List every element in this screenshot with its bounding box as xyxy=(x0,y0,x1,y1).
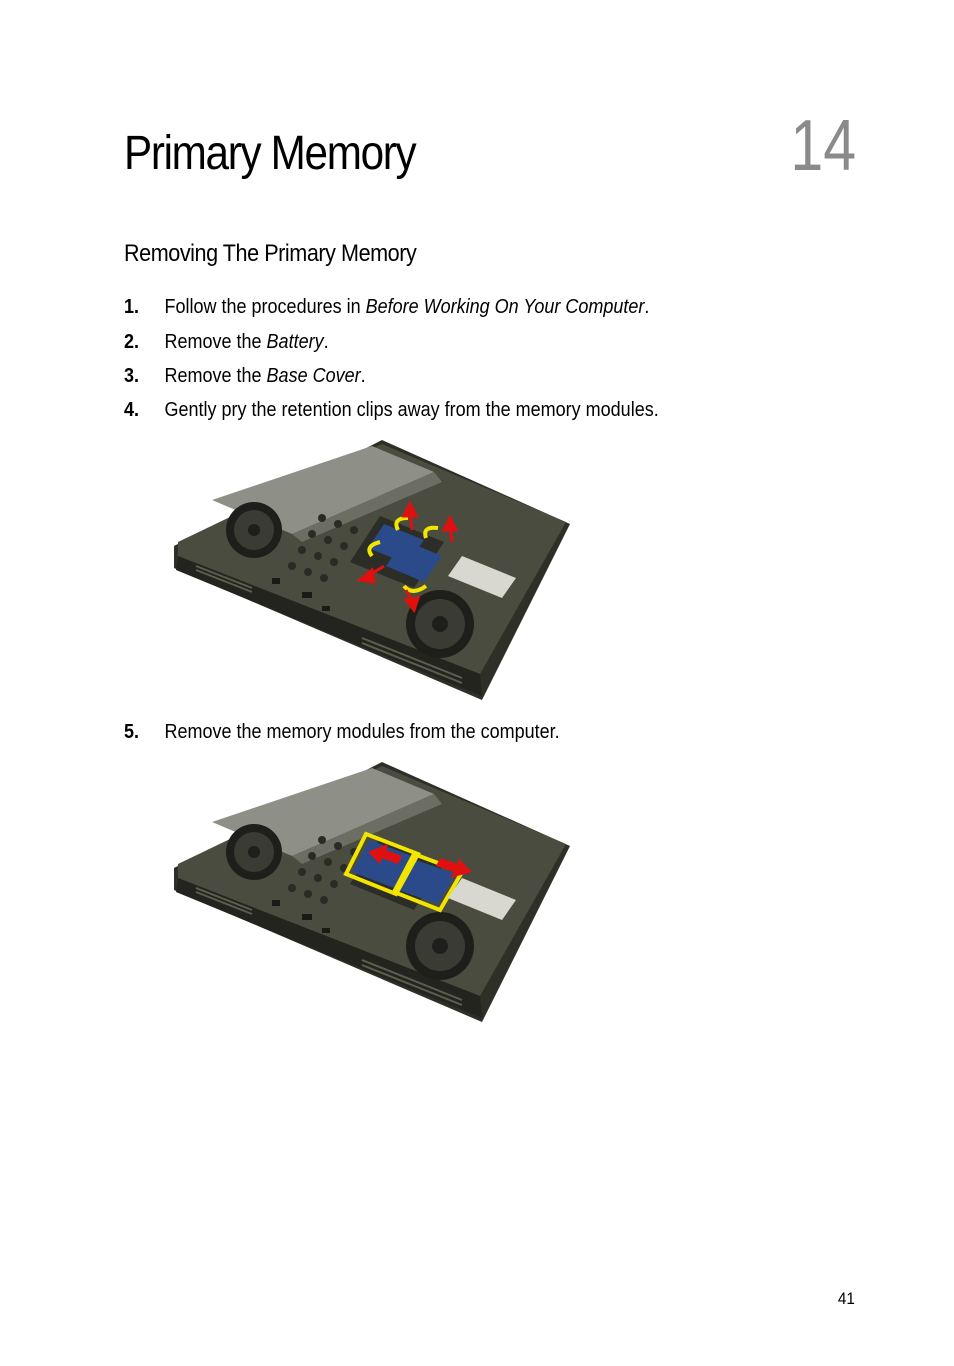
step-text-end: . xyxy=(360,365,366,387)
figure-retention-clips xyxy=(172,438,572,700)
step-number: 5. xyxy=(124,721,140,743)
step-text-end: . xyxy=(644,296,650,318)
laptop-bottom-illustration xyxy=(172,438,572,700)
step-5 xyxy=(124,719,560,745)
step-3 xyxy=(124,363,366,389)
step-text: Remove the xyxy=(164,365,267,387)
step-text-end: . xyxy=(323,331,329,353)
step-1 xyxy=(124,294,649,320)
step-number: 4. xyxy=(124,399,140,421)
section-title: Removing The Primary Memory xyxy=(124,240,417,267)
chapter-number: 14 xyxy=(790,106,856,186)
step-text: Gently pry the retention clips away from the memory modules. xyxy=(164,399,659,421)
laptop-bottom-illustration xyxy=(172,760,572,1022)
step-number: 2. xyxy=(124,331,140,353)
step-link-before-working[interactable]: Before Working On Your Computer xyxy=(365,296,645,318)
step-link-battery[interactable]: Battery xyxy=(266,331,324,353)
step-number: 1. xyxy=(124,296,140,318)
step-link-base-cover[interactable]: Base Cover xyxy=(266,365,361,387)
figure-remove-modules xyxy=(172,760,572,1022)
step-4 xyxy=(124,397,659,423)
step-number: 3. xyxy=(124,365,140,387)
step-2 xyxy=(124,329,329,355)
step-text: Follow the procedures in xyxy=(164,296,366,318)
page-number: 41 xyxy=(837,1289,855,1308)
step-text: Remove the xyxy=(164,331,267,353)
chapter-title: Primary Memory xyxy=(124,127,416,180)
step-text: Remove the memory modules from the computer. xyxy=(164,721,560,743)
